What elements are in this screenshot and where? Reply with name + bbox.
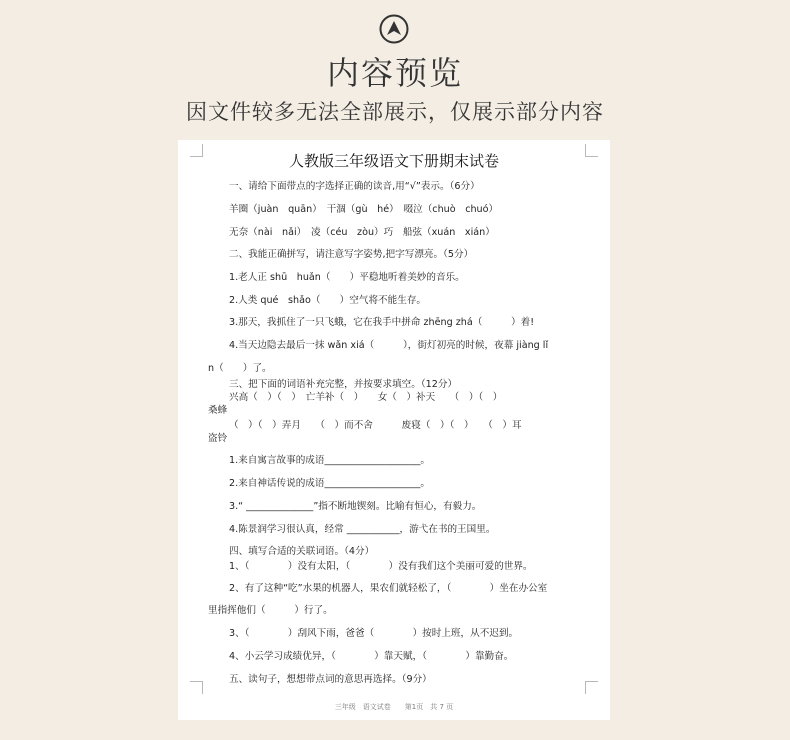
doc-line: 无奈（nài nǎi） 凌（céu zòu）巧 船弦（xuán xián） bbox=[229, 227, 495, 238]
doc-line: 二、我能正确拼写，请注意写字姿势,把字写漂亮。（5分） bbox=[229, 249, 474, 260]
document-title: 人教版三年级语文下册期末试卷 bbox=[288, 152, 499, 170]
page-subtitle: 因文件较多无法全部展示，仅展示部分内容 bbox=[186, 100, 604, 124]
doc-line: 盗铃 bbox=[208, 433, 228, 444]
doc-line: 一、请给下面带点的字选择正确的读音,用“√”表示。（6分） bbox=[229, 181, 480, 192]
doc-line: 里指挥他们（ ）行了。 bbox=[208, 605, 333, 616]
document-page bbox=[178, 140, 610, 720]
doc-line: 3.那天，我抓住了一只飞蛾，它在我手中拼命 zhēng zhá（ ）着! bbox=[229, 317, 535, 328]
doc-line: 3.“ ______________”指不断地锲刻。比喻有恒心，有毅力。 bbox=[229, 501, 482, 512]
doc-line: 1.老人正 shū huǎn（ ）平稳地听着美妙的音乐。 bbox=[229, 272, 465, 283]
doc-line: 兴高（ ）（ ） 亡羊补（ ） 女（ ）补天 （ ）（ ） bbox=[229, 392, 503, 403]
crop-mark bbox=[585, 681, 598, 694]
doc-line: 4、小云学习成绩优异，（ ）靠天赋，（ ）靠勤奋。 bbox=[229, 651, 514, 662]
document-footer: 三年级 语文试卷 第1页 共 7 页 bbox=[334, 703, 454, 711]
crop-mark bbox=[190, 681, 203, 694]
doc-line: 四、填写合适的关联词语。（4分） bbox=[229, 546, 375, 557]
doc-line: 三、把下面的词语补充完整，并按要求填空。（12分） bbox=[229, 379, 458, 390]
doc-line: 2、有了这种“吃”水果的机器人，果农们就轻松了，（ ）坐在办公室 bbox=[229, 583, 548, 594]
doc-line: 五、读句子，想想带点词的意思再选择。（9分） bbox=[229, 674, 432, 685]
up-arrow-circle-icon bbox=[379, 14, 409, 44]
preview-header bbox=[0, 0, 790, 130]
doc-line: 4.陈景润学习很认真，经常 ___________，游弋在书的王国里。 bbox=[229, 524, 496, 535]
doc-line: 1.来自寓言故事的成语____________________。 bbox=[229, 455, 431, 466]
doc-line: 3、（ ）刮风下雨，爸爸（ ）按时上班，从不迟到。 bbox=[229, 628, 519, 639]
doc-line: 羊圈（juàn quān） 干涸（gù hé） 啜泣（chuò chuó） bbox=[229, 204, 499, 215]
doc-line: 1、（ ）没有太阳，（ ）没有我们这个美丽可爱的世界。 bbox=[229, 561, 533, 572]
page-title: 内容预览 bbox=[326, 54, 463, 92]
doc-line: 2.人类 qué shǎo（ ）空气将不能生存。 bbox=[229, 295, 427, 306]
doc-line: 2.来自神话传说的成语____________________。 bbox=[229, 478, 431, 489]
doc-line: 4.当天边隐去最后一抹 wǎn xiá（ ），街灯初亮的时候，夜幕 jiàng lǐ bbox=[229, 340, 549, 351]
doc-line: n（ ）了。 bbox=[208, 363, 272, 374]
doc-line: （ ）（ ）弄月 （ ）而不舍 废寝（ ）（ ） （ ）耳 bbox=[229, 420, 522, 431]
doc-line: 桑蜂 bbox=[208, 405, 228, 416]
